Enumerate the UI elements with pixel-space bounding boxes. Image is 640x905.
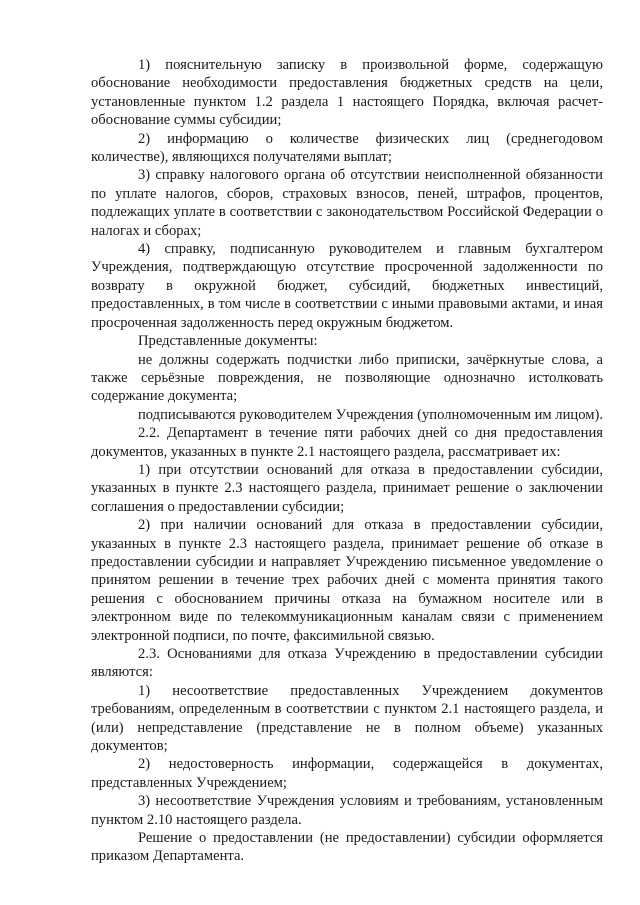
paragraph-signed-by-head: подписываются руководителем Учреждения (уполномоченным им лицом).: [138, 406, 603, 423]
paragraph-2-2-item-2: 2) при наличии оснований для отказа в предоставлении субсидии, указанных в пункте 2.3 настоящего раздела, принимает решение об отказе в предоставлении субсидии и направляет Учреждению письменное уведомление о принятом решении в течение трех рабочих дней с момента принятия такого решения с обоснованием причины отказа на бумажном носителе или в электронном виде по телекоммуникационным каналам связи с применением электронной подписи, по почте, факсимильной связью.: [91, 517, 603, 644]
paragraph-2-3-item-1: 1) несоответствие предоставленных Учреждением документов требованиям, определенным в соответствии с пунктом 2.1 настоящего раздела, и (или) непредставление (представление не в полном объеме) указанных документов;: [91, 682, 603, 755]
paragraph-2-2-item-1: 1) при отсутствии оснований для отказа в предоставлении субсидии, указанных в пункте 2.3 настоящего раздела, принимает решение о заключении соглашения о предоставлении субсидии;: [91, 461, 603, 515]
paragraph-section-2-2: 2.2. Департамент в течение пяти рабочих дней со дня предоставления документов, указанных в пункте 2.1 настоящего раздела, рассматривает их:: [91, 425, 603, 460]
paragraph-item-3-tax-certificate: 3) справку налогового органа об отсутствии неисполненной обязанности по уплате налогов, сборов, страховых взносов, пеней, штрафов, процентов, подлежащих уплате в соответствии с законодательством Российской Федерации о налогах и сборах;: [91, 167, 603, 239]
paragraph-item-2-individuals-info: 2) информацию о количестве физических лиц (среднегодовом количестве), являющихся получателями выплат;: [91, 130, 603, 166]
paragraph-decision-order: Решение о предоставлении (не предоставлении) субсидии оформляется приказом Департамента.: [91, 830, 603, 865]
paragraph-item-4-debt-certificate: 4) справку, подписанную руководителем и главным бухгалтером Учреждения, подтверждающую отсутствие просроченной задолженности по возврату в окружной бюджет, субсидий, бюджетных инвестиций, предоставленных, в том числе в соответствии с иными правовыми актами, и иная просроченная задолженность перед окружным бюджетом.: [91, 241, 603, 331]
paragraph-section-2-3: 2.3. Основаниями для отказа Учреждению в предоставлении субсидии являются:: [91, 646, 603, 681]
paragraph-2-3-item-3: 3) несоответствие Учреждения условиям и требованиям, установленным пунктом 2.10 настоящего раздела.: [91, 793, 603, 828]
document-page: [91, 56, 603, 866]
paragraph-2-3-item-2: 2) недостоверность информации, содержащейся в документах, представленных Учреждением;: [91, 756, 603, 791]
paragraph-item-1-explanatory-note: 1) пояснительную записку в произвольной форме, содержащую обоснование необходимости предоставления бюджетных средств на цели, установленные пунктом 1.2 раздела 1 настоящего Порядка, включая расчет-обоснование суммы субсидии;: [91, 57, 603, 129]
paragraph-submitted-documents-heading: Представленные документы:: [138, 333, 318, 350]
paragraph-no-corrections: не должны содержать подчистки либо приписки, зачёркнутые слова, а также серьёзные повреждения, не позволяющие однозначно истолковать содержание документа;: [91, 351, 603, 405]
